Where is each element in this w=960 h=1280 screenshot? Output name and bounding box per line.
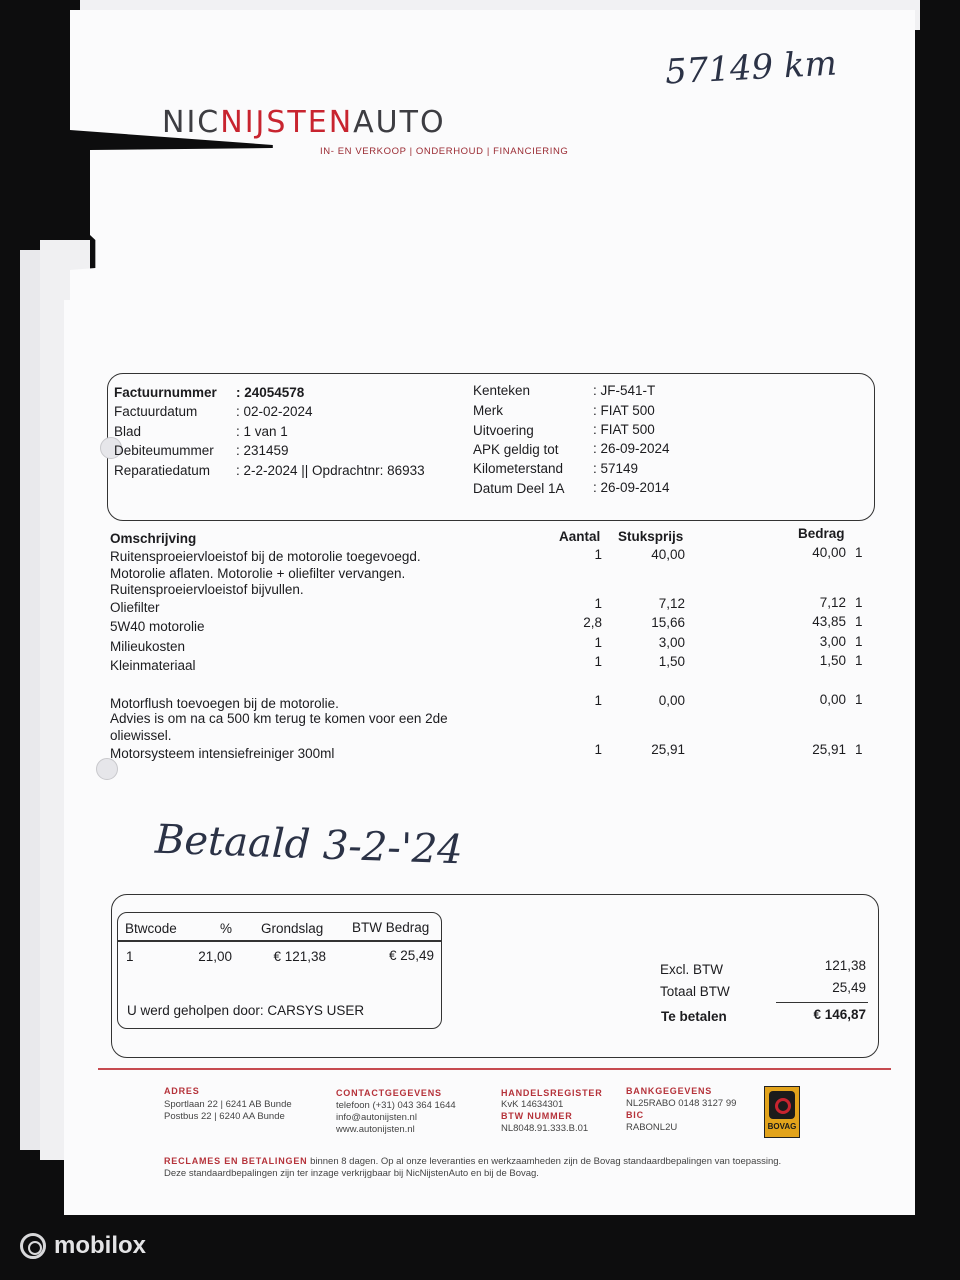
line-item-code: 1 — [855, 634, 863, 649]
line-item-unit: 7,12 — [658, 596, 685, 611]
punch-hole — [96, 758, 118, 780]
logo-part-auto: AUTO — [353, 105, 446, 140]
line-item-code: 1 — [855, 653, 863, 668]
apk-label: APK geldig tot — [473, 442, 559, 457]
footer-vatno-heading: BTW NUMMER — [501, 1111, 573, 1121]
vat-col-pct: % — [220, 921, 233, 936]
watermark-text: mobilox — [54, 1232, 147, 1259]
invoice-page-value: : 1 van 1 — [236, 424, 288, 439]
line-item-unit: 40,00 — [651, 547, 685, 562]
vat-row-base: € 121,38 — [273, 949, 326, 964]
invoice-date-value: : 02-02-2024 — [236, 404, 313, 419]
line-item-amount: 3,00 — [819, 634, 846, 649]
line-item-qty: 1 — [594, 693, 602, 708]
col-header-amount: Bedrag — [798, 526, 845, 541]
line-item-desc: Ruitensproeiervloeistof bijvullen. — [110, 582, 304, 597]
footer-register-heading: HANDELSREGISTER — [501, 1088, 603, 1098]
line-item-code: 1 — [855, 545, 863, 560]
footer-address-line: Postbus 22 | 6240 AA Bunde — [164, 1111, 285, 1122]
model-label: Uitvoering — [473, 423, 534, 438]
bovag-emblem-ring — [775, 1098, 791, 1114]
brand-value: : FIAT 500 — [593, 403, 655, 418]
total-vat-label: Totaal BTW — [660, 984, 730, 999]
footer-address-heading: ADRES — [164, 1086, 200, 1096]
repair-date-value: : 2-2-2024 || Opdrachtnr: 86933 — [236, 463, 425, 478]
line-item-unit: 25,91 — [651, 742, 685, 757]
vat-col-amount: BTW Bedrag — [352, 920, 430, 935]
vat-row-code: 1 — [126, 949, 134, 964]
footer-register-line: KvK 14634301 — [501, 1099, 564, 1110]
line-item-unit: 3,00 — [658, 635, 685, 650]
part1a-label: Datum Deel 1A — [473, 481, 565, 496]
line-item-amount: 0,00 — [819, 692, 846, 707]
col-header-unit-price: Stuksprijs — [618, 529, 684, 544]
invoice-page-label: Blad — [114, 424, 142, 439]
line-item-desc: Oliefilter — [110, 600, 160, 615]
footer-address-line: Sportlaan 22 | 6241 AB Bunde — [164, 1099, 292, 1110]
vat-col-base: Grondslag — [261, 921, 324, 936]
footer-register-line: NL8048.91.333.B.01 — [501, 1123, 589, 1134]
footer-bic-heading: BIC — [626, 1110, 644, 1120]
col-header-description: Omschrijving — [110, 531, 197, 546]
totals-divider — [776, 1002, 868, 1003]
footer-bank-line: NL25RABO 0148 3127 99 — [626, 1098, 737, 1109]
excl-vat-label: Excl. BTW — [660, 962, 723, 977]
line-item-desc: oliewissel. — [110, 728, 172, 743]
model-value: : FIAT 500 — [593, 422, 655, 437]
line-item-qty: 1 — [594, 742, 602, 757]
invoice-date-label: Factuurdatum — [114, 404, 198, 419]
line-item-amount: 43,85 — [812, 614, 846, 629]
line-item-code: 1 — [855, 692, 863, 707]
excl-vat-value: 121,38 — [824, 958, 866, 973]
vat-header-divider — [118, 940, 441, 942]
footer-terms-heading: RECLAMES EN BETALINGEN — [164, 1156, 308, 1166]
line-item-desc: Motorolie aflaten. Motorolie + oliefilter vervangen. — [110, 566, 406, 581]
mobilox-logo-dot — [28, 1241, 42, 1255]
total-vat-value: 25,49 — [832, 980, 866, 995]
line-item-qty: 1 — [594, 547, 602, 562]
line-item-desc: 5W40 motorolie — [110, 619, 205, 634]
km-label: Kilometerstand — [473, 461, 564, 476]
amount-due-label: Te betalen — [661, 1009, 727, 1024]
line-item-qty: 2,8 — [583, 615, 602, 630]
line-item-desc: Kleinmateriaal — [110, 658, 196, 673]
logo-tagline: IN- EN VERKOOP | ONDERHOUD | FINANCIERING — [320, 146, 569, 157]
line-item-amount: 1,50 — [819, 653, 846, 668]
line-item-desc: Milieukosten — [110, 639, 186, 654]
company-logo — [162, 105, 446, 140]
line-item-unit: 0,00 — [658, 693, 685, 708]
line-item-code: 1 — [855, 595, 863, 610]
footer-terms-text: binnen 8 dagen. Op al onze leveranties en werkzaamheden zijn de Bovag standaardbepalingen van toepassing. — [307, 1156, 782, 1167]
line-item-desc: Motorsysteem intensiefreiniger 300ml — [110, 746, 335, 761]
line-item-amount: 40,00 — [812, 545, 846, 560]
plate-value: : JF-541-T — [593, 383, 656, 398]
line-item-code: 1 — [855, 614, 863, 629]
debtor-number-label: Debiteumummer — [114, 443, 214, 458]
logo-part-nijsten: NIJSTEN — [220, 105, 354, 140]
invoice-number-value: : 24054578 — [236, 385, 305, 400]
vat-col-code: Btwcode — [125, 921, 177, 936]
col-header-qty: Aantal — [559, 529, 601, 544]
line-item-desc: Advies is om na ca 500 km terug te komen voor een 2de — [110, 711, 448, 726]
line-item-qty: 1 — [594, 596, 602, 611]
footer-contact-line: www.autonijsten.nl — [336, 1124, 415, 1135]
line-item-desc: Motorflush toevoegen bij de motorolie. — [110, 696, 339, 711]
invoice-number-label: Factuurnummer — [114, 385, 217, 400]
footer-terms-line — [164, 1155, 781, 1168]
line-item-unit: 1,50 — [658, 654, 685, 669]
footer-contact-line: telefoon (+31) 043 364 1644 — [336, 1100, 456, 1111]
apk-value: : 26-09-2024 — [593, 441, 670, 456]
amount-due-value: € 146,87 — [813, 1007, 866, 1022]
vat-row-amount: € 25,49 — [388, 948, 434, 963]
line-item-code: 1 — [855, 742, 863, 757]
bovag-logo — [764, 1086, 800, 1138]
line-item-qty: 1 — [594, 654, 602, 669]
brand-label: Merk — [473, 403, 503, 418]
mobilox-logo-icon — [20, 1233, 46, 1259]
debtor-number-value: : 231459 — [236, 443, 289, 458]
footer-bank-heading: BANKGEGEVENS — [626, 1086, 713, 1096]
footer-contact-heading: CONTACTGEGEVENS — [336, 1088, 442, 1098]
footer-divider — [98, 1068, 891, 1070]
vat-row-pct: 21,00 — [198, 949, 232, 964]
helped-by-text: U werd geholpen door: CARSYS USER — [127, 1003, 365, 1018]
part1a-value: : 26-09-2014 — [593, 480, 670, 495]
logo-part-nic: NIC — [162, 105, 221, 140]
watermark — [20, 1232, 146, 1260]
line-item-desc: Ruitensproeiervloeistof bij de motorolie toegevoegd. — [110, 549, 421, 564]
bovag-text: BOVAG — [767, 1122, 797, 1131]
plate-label: Kenteken — [473, 383, 531, 398]
line-item-amount: 7,12 — [819, 595, 846, 610]
line-item-qty: 1 — [594, 635, 602, 650]
line-item-amount: 25,91 — [812, 742, 846, 757]
repair-date-label: Reparatiedatum — [114, 463, 211, 478]
footer-contact-line: info@autonijsten.nl — [336, 1112, 417, 1123]
bovag-emblem-icon — [769, 1091, 795, 1119]
km-value: : 57149 — [593, 461, 639, 476]
footer-bank-line: RABONL2U — [626, 1122, 678, 1133]
handwritten-paid-note: Betaald 3-2-'24 — [154, 816, 464, 874]
footer-terms-line-2: Deze standaardbepalingen zijn ter inzage verkrijgbaar bij NicNijstenAuto en bij de Bovag. — [164, 1168, 539, 1179]
line-item-unit: 15,66 — [651, 615, 685, 630]
handwritten-km: 57149 km — [664, 43, 838, 93]
